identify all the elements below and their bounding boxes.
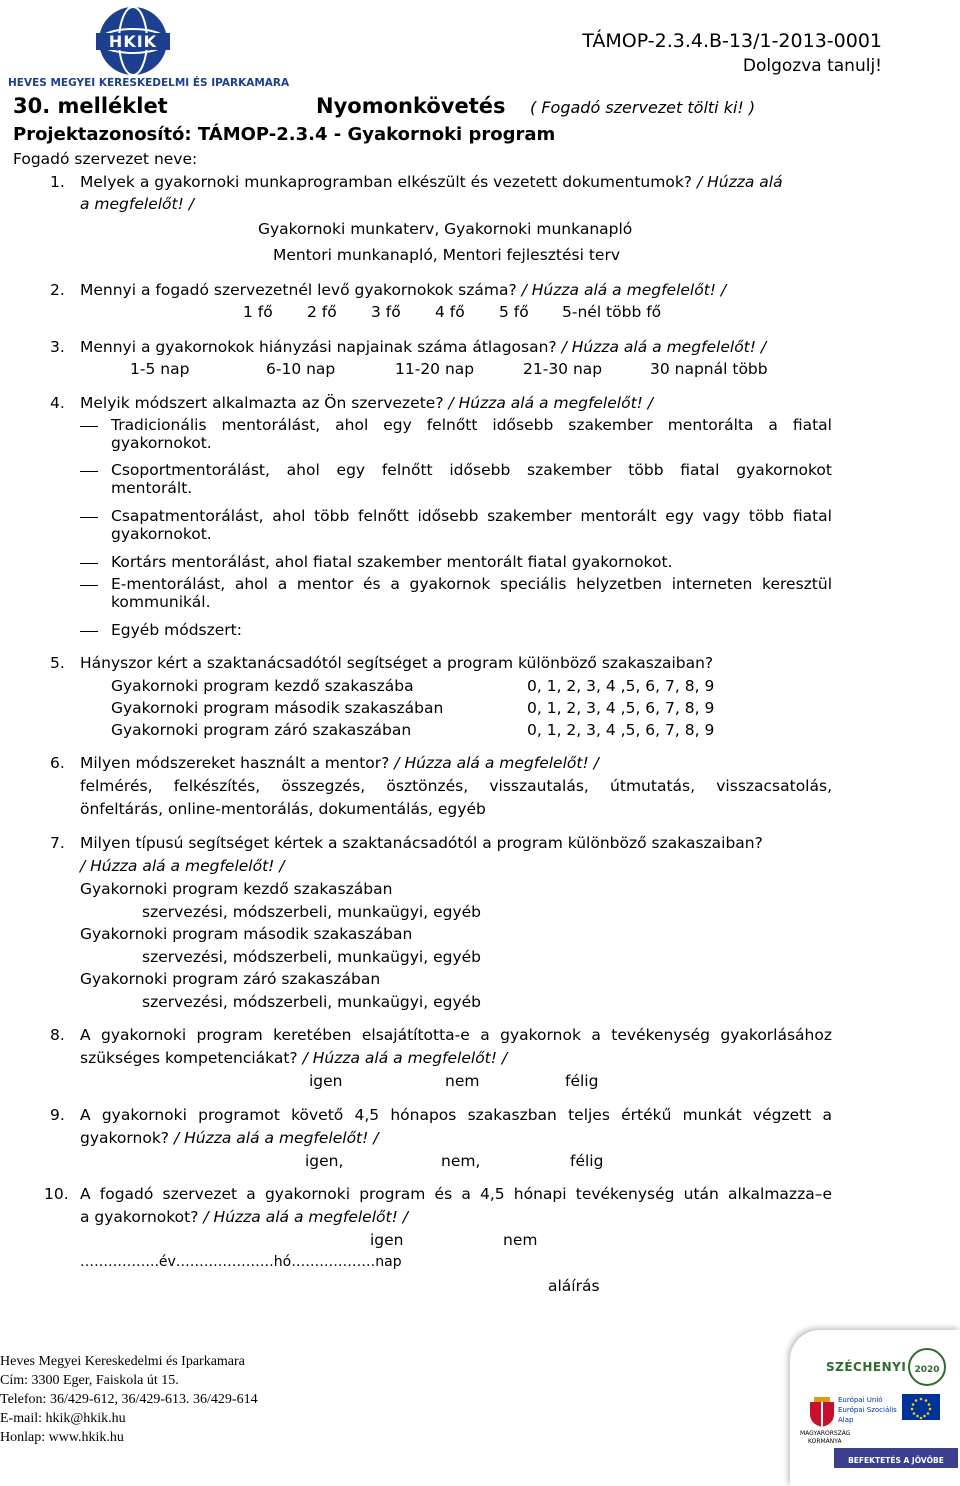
q5-row-3-label: Gyakornoki program záró szakaszában xyxy=(111,721,412,739)
q1-hint-a: / Húzza alá xyxy=(696,173,783,191)
eu-label-1: Európai Unió xyxy=(838,1396,883,1404)
invest-label: BEFEKTETÉS A JÖVŐBE xyxy=(848,1456,944,1465)
q7-stage-3-label: Gyakornoki program záró szakaszában xyxy=(80,970,381,988)
q9-number: 9. xyxy=(50,1106,65,1124)
q5-row-2-label: Gyakornoki program második szakaszában xyxy=(111,699,444,717)
q9-option-no[interactable]: nem, xyxy=(441,1152,481,1170)
q4-item-1-line2: gyakornokot. xyxy=(111,434,212,452)
q4-item-6-line1: Egyéb módszert: xyxy=(111,621,242,639)
q5-row-1-scale[interactable]: 0, 1, 2, 3, 4 ,5, 6, 7, 8, 9 xyxy=(527,677,715,695)
footer-contact xyxy=(0,1352,258,1447)
gov-label-2: KORMÁNYA xyxy=(808,1438,842,1445)
q10-number: 10. xyxy=(44,1185,69,1203)
q4-item-1-line1: Tradicionális mentorálást, ahol egy felnőtt idősebb szakember mentorálta a fiatal xyxy=(111,416,832,434)
szechenyi-2020-badge xyxy=(790,1330,960,1486)
eu-flag-icon xyxy=(902,1394,940,1424)
q4-text xyxy=(80,394,653,412)
dash-bullet xyxy=(80,517,98,518)
q4-item-2-line2: mentorált. xyxy=(111,479,193,497)
q10-question-end: a gyakornokot? xyxy=(80,1208,199,1226)
q7-stage-1-label: Gyakornoki program kezdő szakaszában xyxy=(80,880,393,898)
q4-item-3[interactable] xyxy=(80,507,832,543)
footer-org: Heves Megyei Kereskedelmi és Iparkamara xyxy=(0,1354,245,1369)
q1-number: 1. xyxy=(50,173,65,191)
q5-row-3-scale[interactable]: 0, 1, 2, 3, 4 ,5, 6, 7, 8, 9 xyxy=(527,721,715,739)
q5-row-1-label: Gyakornoki program kezdő szakaszába xyxy=(111,677,414,695)
q1-text xyxy=(80,173,783,191)
dash-bullet xyxy=(80,471,98,472)
date-line[interactable]: ……………..év…………………hó………………nap xyxy=(80,1254,402,1270)
q3-option-4[interactable]: 21-30 nap xyxy=(523,360,603,378)
slogan: Dolgozva tanulj! xyxy=(742,56,882,76)
q3-text xyxy=(80,338,766,356)
q2-hint: / Húzza alá a megfelelőt! / xyxy=(521,281,727,299)
q6-options-line2[interactable]: önfeltárás, online-mentorálás, dokumentálás, egyéb xyxy=(80,800,486,818)
q4-question: Melyik módszert alkalmazta az Ön szervezete? xyxy=(80,394,444,412)
q7-stage-1-options[interactable]: szervezési, módszerbeli, munkaügyi, egyéb xyxy=(142,903,481,921)
q2-option-2[interactable]: 2 fő xyxy=(307,303,337,321)
q3-option-1[interactable]: 1-5 nap xyxy=(130,360,190,378)
q4-item-4-line1: Kortárs mentorálást, ahol fiatal szakember mentorált fiatal gyakornokot. xyxy=(111,553,673,571)
q1-options-1[interactable]: Gyakornoki munkaterv, Gyakornoki munkanapló xyxy=(258,220,633,238)
footer-email[interactable]: E-mail: hkik@hkik.hu xyxy=(0,1411,126,1426)
q3-question: Mennyi a gyakornokok hiányzási napjainak száma átlagosan? xyxy=(80,338,557,356)
q3-number: 3. xyxy=(50,338,65,356)
q8-number: 8. xyxy=(50,1026,65,1044)
q10-hint: / Húzza alá a megfelelőt! / xyxy=(203,1208,408,1226)
q4-item-1[interactable] xyxy=(80,416,832,452)
host-org-label: Fogadó szervezet neve: xyxy=(13,150,198,168)
q6-options-line1[interactable]: felmérés, felkészítés, összegzés, ösztönzés, visszautalás, útmutatás, visszacsatolás, xyxy=(80,777,832,795)
q3-option-2[interactable]: 6-10 nap xyxy=(266,360,336,378)
q2-option-1[interactable]: 1 fő xyxy=(243,303,273,321)
q4-item-2-line1: Csoportmentorálást, ahol egy felnőtt idősebb szakember több fiatal gyakornokot xyxy=(111,461,832,479)
q2-option-3[interactable]: 3 fő xyxy=(371,303,401,321)
q7-stage-2-options[interactable]: szervezési, módszerbeli, munkaügyi, egyéb xyxy=(142,948,481,966)
q7-stage-3-options[interactable]: szervezési, módszerbeli, munkaügyi, egyéb xyxy=(142,993,481,1011)
q9-line2 xyxy=(80,1129,379,1147)
q4-item-3-line2: gyakornokot. xyxy=(111,525,212,543)
dash-bullet xyxy=(80,426,98,427)
q6-question: Milyen módszereket használt a mentor? xyxy=(80,754,390,772)
q7-question: Milyen típusú segítséget kértek a szaktanácsadótól a program különböző szakaszaiban? xyxy=(80,834,763,852)
dash-bullet xyxy=(80,563,98,564)
hkik-logo xyxy=(88,5,178,77)
logo-text: HKIK xyxy=(108,32,158,51)
q4-item-5[interactable] xyxy=(80,575,832,611)
doc-title: Nyomonkövetés xyxy=(316,94,506,118)
footer-phone: Telefon: 36/429-612, 36/429-613. 36/429-614 xyxy=(0,1392,258,1407)
szechenyi-label: SZÉCHENYI xyxy=(826,1360,907,1374)
q6-text xyxy=(80,754,599,772)
q8-option-yes[interactable]: igen xyxy=(309,1072,343,1090)
title-note: ( Fogadó szervezet tölti ki! ) xyxy=(530,98,756,117)
q5-row-2-scale[interactable]: 0, 1, 2, 3, 4 ,5, 6, 7, 8, 9 xyxy=(527,699,715,717)
dash-bullet xyxy=(80,585,98,586)
q7-stage-2-label: Gyakornoki program második szakaszában xyxy=(80,925,413,943)
signature-label: aláírás xyxy=(548,1277,600,1295)
q3-option-5[interactable]: 30 napnál több xyxy=(650,360,768,378)
q2-number: 2. xyxy=(50,281,65,299)
q2-option-5[interactable]: 5 fő xyxy=(499,303,529,321)
q5-number: 5. xyxy=(50,654,65,672)
q2-text xyxy=(80,281,726,299)
szechenyi-2020-logo xyxy=(908,1348,946,1386)
eu-label-3: Alap xyxy=(838,1416,854,1424)
q4-item-2[interactable] xyxy=(80,461,832,497)
q4-item-5-line2: kommunikál. xyxy=(111,593,211,611)
gov-label-1: MAGYARORSZÁG xyxy=(800,1430,851,1437)
q4-item-3-line1: Csapatmentorálást, ahol több felnőtt idősebb szakember mentorált egy vagy több fiatal xyxy=(111,507,832,525)
q3-hint: / Húzza alá a megfelelőt! / xyxy=(561,338,767,356)
q10-line1: A fogadó szervezet a gyakornoki program és a 4,5 hónapi tevékenység után alkalmazza–e xyxy=(80,1185,832,1203)
szechenyi-year: 2020 xyxy=(914,1365,940,1375)
footer-address: Cím: 3300 Eger, Faiskola út 15. xyxy=(0,1373,179,1388)
footer-website[interactable]: Honlap: www.hkik.hu xyxy=(0,1430,124,1445)
q8-hint: / Húzza alá a megfelelőt! / xyxy=(302,1049,508,1067)
q8-line1: A gyakornoki program keretében elsajátította-e a gyakornok a tevékenység gyakorlásához xyxy=(80,1026,832,1044)
q4-item-5-line1: E-mentorálást, ahol a mentor és a gyakornok speciális helyzetben interneten keresztül xyxy=(111,575,832,593)
q7-hint: / Húzza alá a megfelelőt! / xyxy=(80,857,285,875)
q9-hint: / Húzza alá a megfelelőt! / xyxy=(173,1129,379,1147)
q6-hint: / Húzza alá a megfelelőt! / xyxy=(394,754,599,772)
q1-hint-b: a megfelelőt! / xyxy=(80,195,194,213)
q2-option-6[interactable]: 5-nél több fő xyxy=(562,303,662,321)
org-name-line: HEVES MEGYEI KERESKEDELMI ÉS IPARKAMARA xyxy=(8,77,290,89)
q10-option-no[interactable]: nem xyxy=(503,1231,538,1249)
project-id: Projektazonosító: TÁMOP-2.3.4 - Gyakornoki program xyxy=(13,124,556,145)
q1-options-2[interactable]: Mentori munkanapló, Mentori fejlesztési terv xyxy=(273,246,620,264)
q2-option-4[interactable]: 4 fő xyxy=(435,303,465,321)
q3-option-3[interactable]: 11-20 nap xyxy=(395,360,475,378)
q8-option-partly[interactable]: félig xyxy=(565,1072,599,1090)
q6-number: 6. xyxy=(50,754,65,772)
q4-item-4[interactable] xyxy=(80,553,832,571)
q9-question-end: gyakornok? xyxy=(80,1129,170,1147)
q4-number: 4. xyxy=(50,394,65,412)
q8-question-end: szükséges kompetenciákat? xyxy=(80,1049,298,1067)
q1-question: Melyek a gyakornoki munkaprogramban elkészült és vezetett dokumentumok? xyxy=(80,173,693,191)
q9-line1: A gyakornoki programot követő 4,5 hónapos szakaszban teljes értékű munkát végzett a xyxy=(80,1106,832,1124)
q8-option-no[interactable]: nem xyxy=(445,1072,480,1090)
q4-item-6[interactable] xyxy=(80,621,832,639)
annex-title: 30. melléklet xyxy=(13,94,168,118)
q2-question: Mennyi a fogadó szervezetnél levő gyakornokok száma? xyxy=(80,281,517,299)
project-code: TÁMOP-2.3.4.B-13/1-2013-0001 xyxy=(582,30,882,52)
q10-option-yes[interactable]: igen xyxy=(370,1231,404,1249)
q4-hint: / Húzza alá a megfelelőt! / xyxy=(448,394,654,412)
invest-bar xyxy=(834,1448,958,1468)
q8-line2 xyxy=(80,1049,507,1067)
q9-option-yes[interactable]: igen, xyxy=(305,1152,344,1170)
q7-number: 7. xyxy=(50,834,65,852)
hungary-coat-of-arms-icon xyxy=(808,1396,836,1432)
eu-label-2: Európai Szociális xyxy=(838,1406,897,1414)
q10-line2 xyxy=(80,1208,408,1226)
dash-bullet xyxy=(80,631,98,632)
q5-question: Hányszor kért a szaktanácsadótól segítséget a program különböző szakaszaiban? xyxy=(80,654,714,672)
q9-option-partly[interactable]: félig xyxy=(570,1152,604,1170)
